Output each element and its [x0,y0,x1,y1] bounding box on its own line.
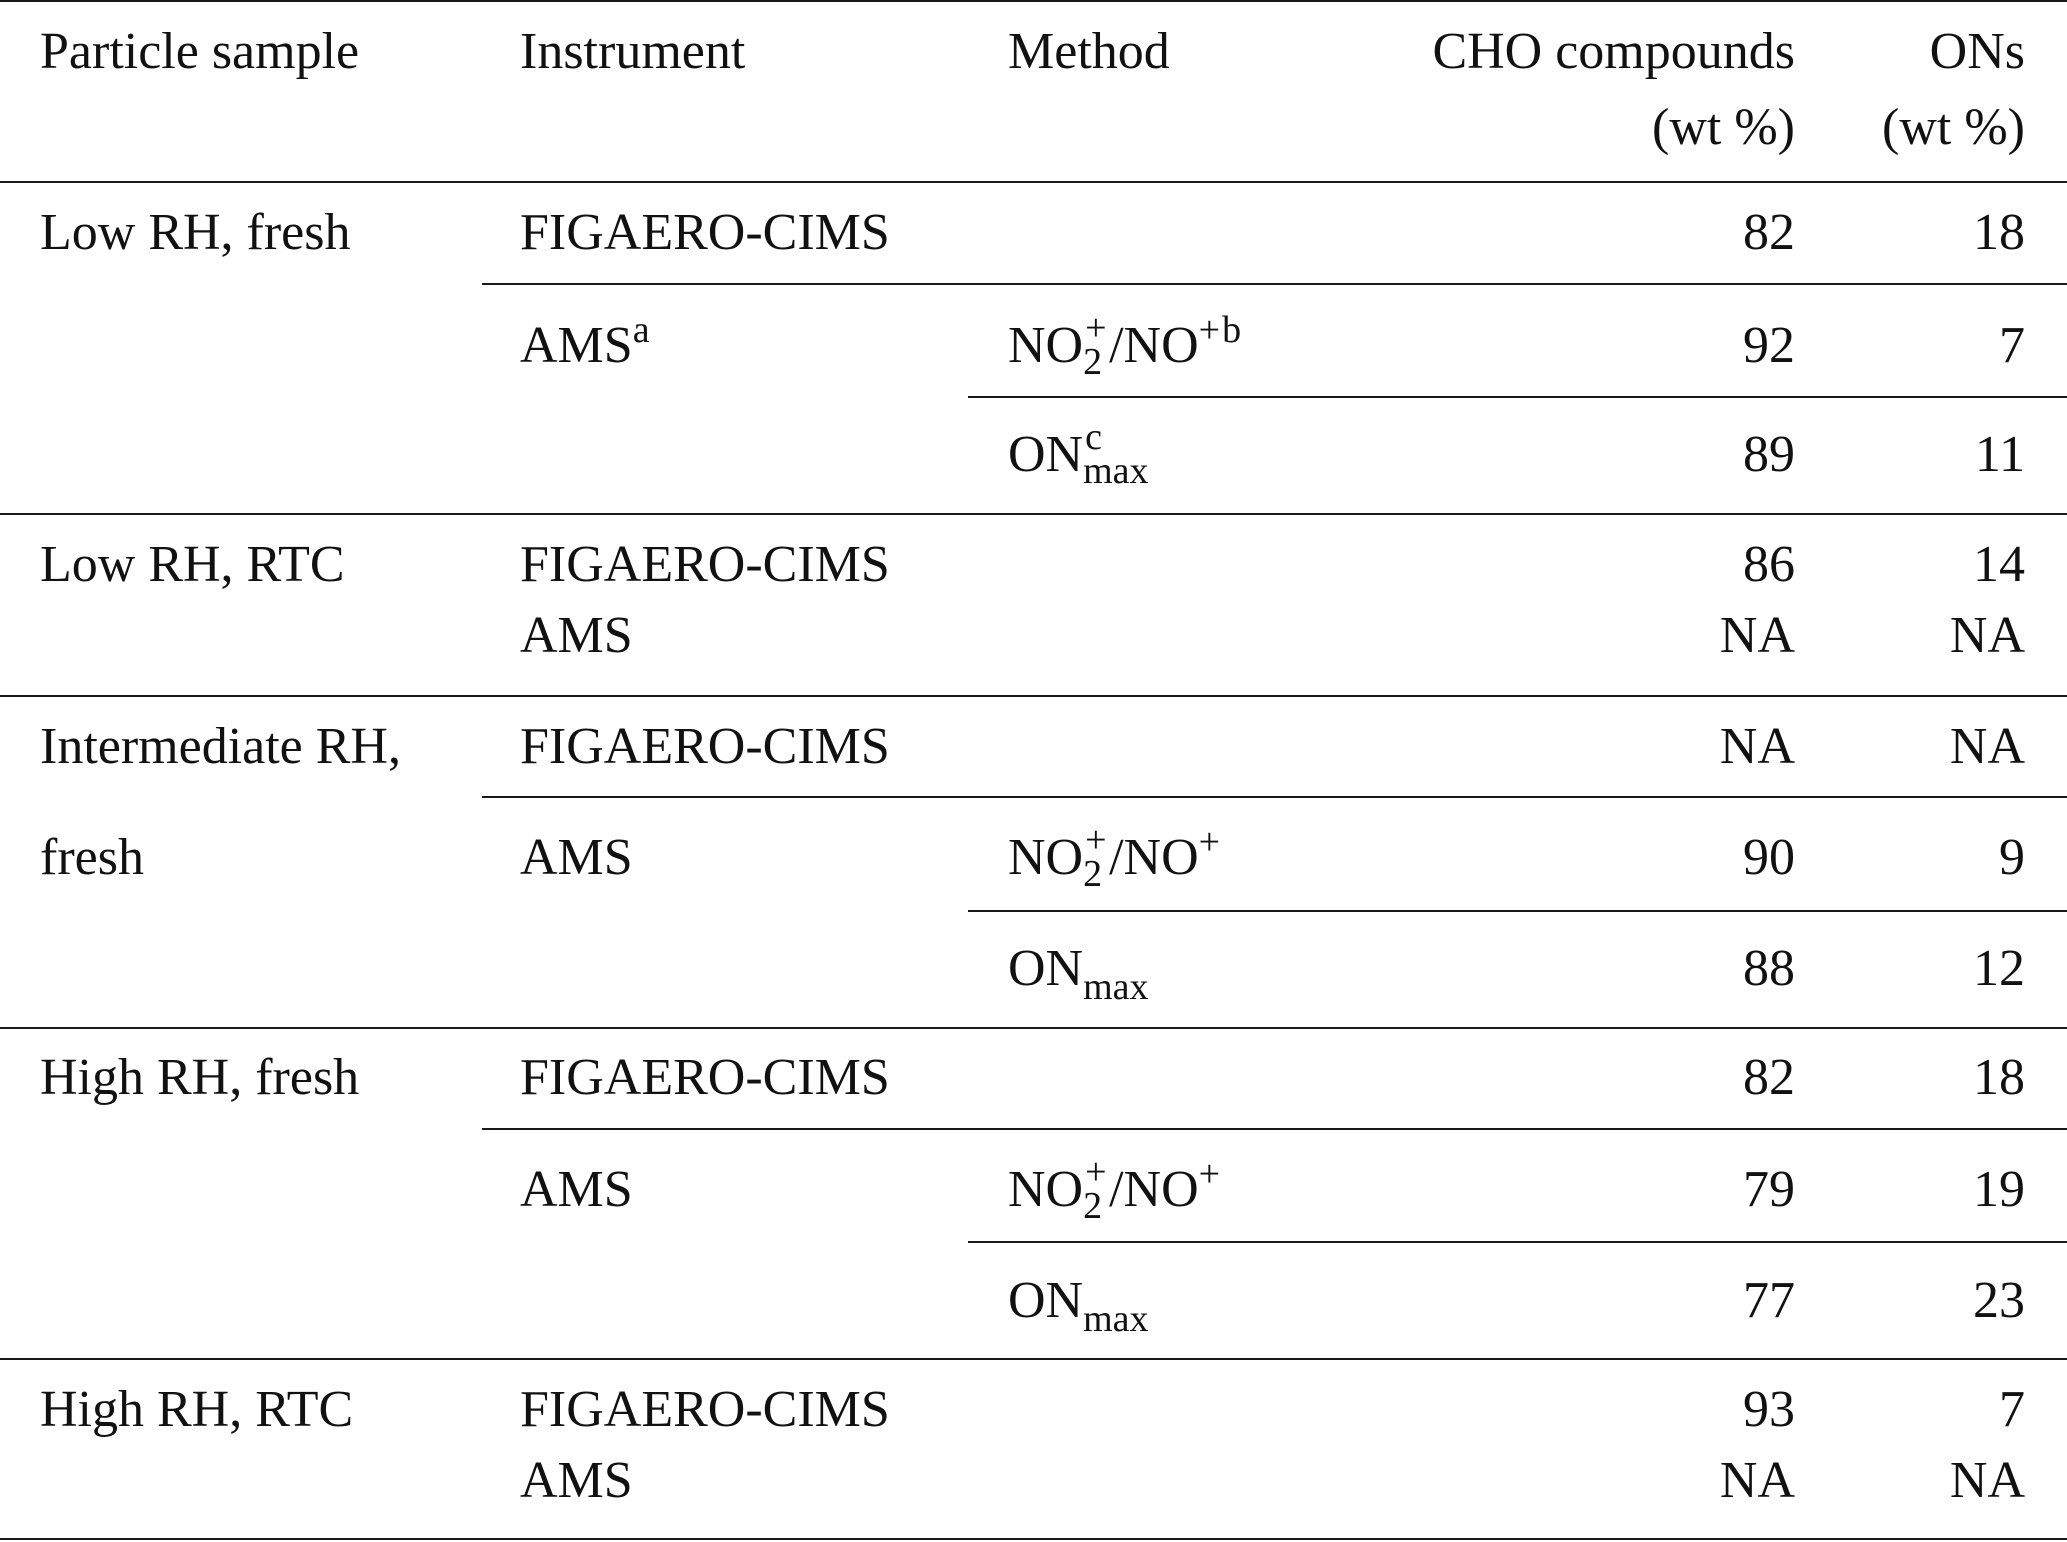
header-cho-unit: (wt %) [1652,99,1795,156]
ons-value: 11 [1974,426,2025,483]
instrument-label: AMS [520,1452,633,1509]
row-rule [482,1128,2067,1130]
group-rule [0,695,2067,697]
instrument-label: AMS [520,1161,633,1218]
header-ons: ONs [1929,23,2025,80]
cho-value: NA [1719,607,1795,664]
method-label: NO + 2 /NO+ [1008,819,1221,895]
ons-value: NA [1949,1452,2025,1509]
header-instrument: Instrument [520,23,746,80]
instrument-label: FIGAERO-CIMS [520,204,890,261]
ons-value: 14 [1973,536,2025,593]
method-label: NO + 2 $/NO^{+b}$ [1008,307,1242,383]
sample-label: High RH, fresh [40,1049,360,1106]
group-rule [0,513,2067,515]
ons-value: 12 [1973,940,2025,997]
cho-value: NA [1719,718,1795,775]
cho-value: NA [1719,1452,1795,1509]
cho-value: 92 [1743,317,1795,374]
group-rule [0,1358,2067,1360]
cho-value: 82 [1743,1049,1795,1106]
ons-value: 19 [1973,1161,2025,1218]
sample-label: Intermediate RH, [40,718,401,775]
header-ons-unit: (wt %) [1882,99,2025,156]
ons-value: 18 [1973,1049,2025,1106]
method-label: NO + 2 /NO+ [1008,1151,1221,1227]
instrument-label: AMS [520,829,633,886]
instrument-label: AMS [520,607,633,664]
row-rule [968,1241,2067,1243]
row-rule [968,910,2067,912]
cho-value: 79 [1743,1161,1795,1218]
row-rule [482,283,2067,285]
method-label: $ON_{max}$ [1008,1272,1149,1340]
instrument-label: FIGAERO-CIMS [520,1381,890,1438]
ons-value: NA [1949,718,2025,775]
cho-value: 88 [1743,940,1795,997]
row-rule [482,796,2067,798]
ons-value: 9 [1999,829,2025,886]
header-method: Method [1008,23,1170,80]
bottom-rule [0,1538,2067,1540]
header-rule [0,181,2067,183]
sample-label: Low RH, RTC [40,536,345,593]
row-rule [968,396,2067,398]
cho-value: 89 [1743,426,1795,483]
instrument-label: FIGAERO-CIMS [520,536,890,593]
instrument-label: FIGAERO-CIMS [520,1049,890,1106]
top-rule [0,0,2067,2]
ons-value: 7 [1999,1381,2025,1438]
ons-value: 23 [1973,1272,2025,1329]
instrument-label: FIGAERO-CIMS [520,718,890,775]
cho-value: 77 [1743,1272,1795,1329]
method-label: ON c max [1008,416,1149,492]
footnote-mark: b [1222,309,1242,351]
ons-value: 18 [1973,204,2025,261]
ons-value: 7 [1999,317,2025,374]
ons-value: NA [1949,607,2025,664]
group-rule [0,1027,2067,1029]
sample-label: High RH, RTC [40,1381,354,1438]
header-cho: CHO compounds [1432,23,1795,80]
cho-value: 93 [1743,1381,1795,1438]
sample-label: Low RH, fresh [40,204,351,261]
cho-value: 90 [1743,829,1795,886]
instrument-label: AMS$^a$ [520,309,650,374]
footnote-mark: a [632,309,650,351]
cho-value: 82 [1743,204,1795,261]
cho-value: 86 [1743,536,1795,593]
sample-label: fresh [40,829,144,886]
method-label: $ON_{max}$ [1008,940,1149,1008]
header-particle-sample: Particle sample [40,23,360,80]
